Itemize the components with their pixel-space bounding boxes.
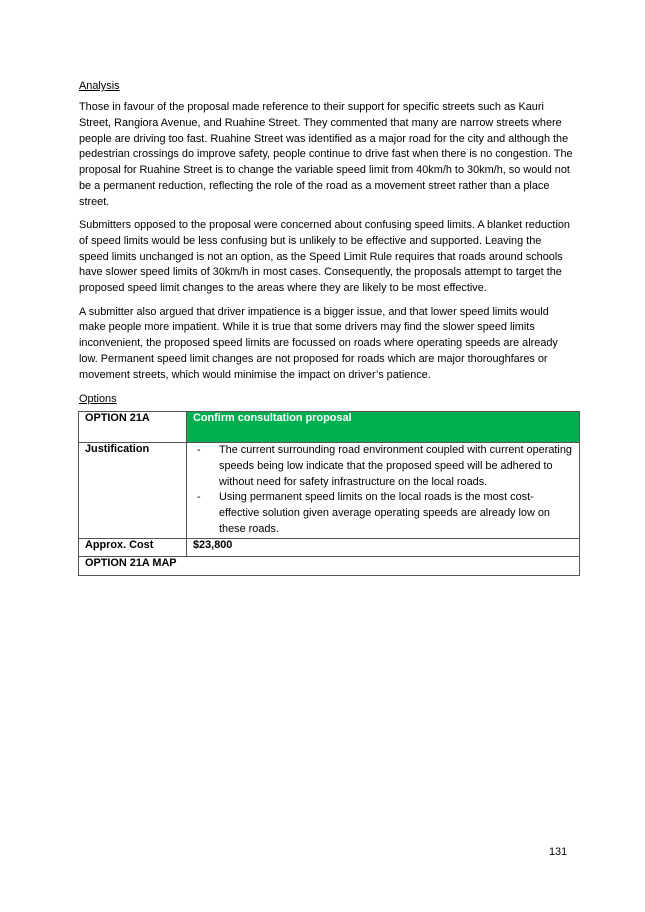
cost-row bbox=[79, 538, 580, 556]
page-number: 131 bbox=[549, 846, 568, 858]
map-label: OPTION 21A MAP bbox=[79, 556, 580, 575]
option-title: Confirm consultation proposal bbox=[187, 412, 580, 443]
options-heading: Options bbox=[79, 393, 117, 406]
option-label: OPTION 21A bbox=[79, 412, 187, 443]
map-row bbox=[79, 556, 580, 575]
justification-label: Justification bbox=[79, 443, 187, 539]
option-header-row bbox=[79, 412, 580, 443]
cost-value: $23,800 bbox=[187, 538, 580, 556]
cost-label: Approx. Cost bbox=[79, 538, 187, 556]
analysis-paragraph: Those in favour of the proposal made reference to their support for specific streets such as Kauri Street, Rangiora Avenue, and Ruahine Street. They commented that many are narrow streets where people are driving too fast. Ruahine Street was identified as a major road for the city and although the pedestrian crossings do improve safety, people continue to drive fast when there is no congestion. The proposal for Ruahine Street is to change the variable speed limit from 40km/h to 30km/h, so would not be a permanent reduction, reflecting the role of the road as a movement street rather than a place street. bbox=[79, 101, 573, 208]
justification-row bbox=[79, 443, 580, 539]
justification-item bbox=[193, 490, 573, 537]
justification-text: Using permanent speed limits on the local roads is the most cost-effective solution given average operating speeds are already low on these roads. bbox=[219, 491, 550, 536]
analysis-paragraph: Submitters opposed to the proposal were concerned about confusing speed limits. A blanket reduction of speed limits would be less confusing but is unlikely to be effective and supported. Leaving the speed limits unchanged is not an option, as the Speed Limit Rule requires that roads around schools have slower speed limits of 30km/h in most cases. Consequently, the proposals attempt to target the proposed speed limit changes to the areas where they are likely to be most effective. bbox=[79, 219, 570, 295]
justification-cell bbox=[187, 443, 580, 539]
bullet-marker: - bbox=[197, 491, 201, 504]
analysis-paragraph: A submitter also argued that driver impatience is a bigger issue, and that lower speed limits would make people more impatient. While it is true that some drivers may find the slower speed limits inconvenient, the proposed speed limits are focussed on roads where operating speeds are already low. Permanent speed limit changes are not proposed for roads which are major thoroughfares or movement streets, which would minimise the impact on driver’s patience. bbox=[79, 305, 558, 381]
justification-text: The current surrounding road environment coupled with current operating speeds being low indicate that the proposed speed will be adhered to without need for safety infrastructure on the local roads. bbox=[219, 444, 572, 488]
analysis-heading: Analysis bbox=[79, 80, 120, 92]
option-table bbox=[78, 411, 580, 576]
justification-item bbox=[193, 443, 573, 490]
bullet-marker: - bbox=[197, 444, 201, 457]
page-content bbox=[79, 78, 574, 576]
